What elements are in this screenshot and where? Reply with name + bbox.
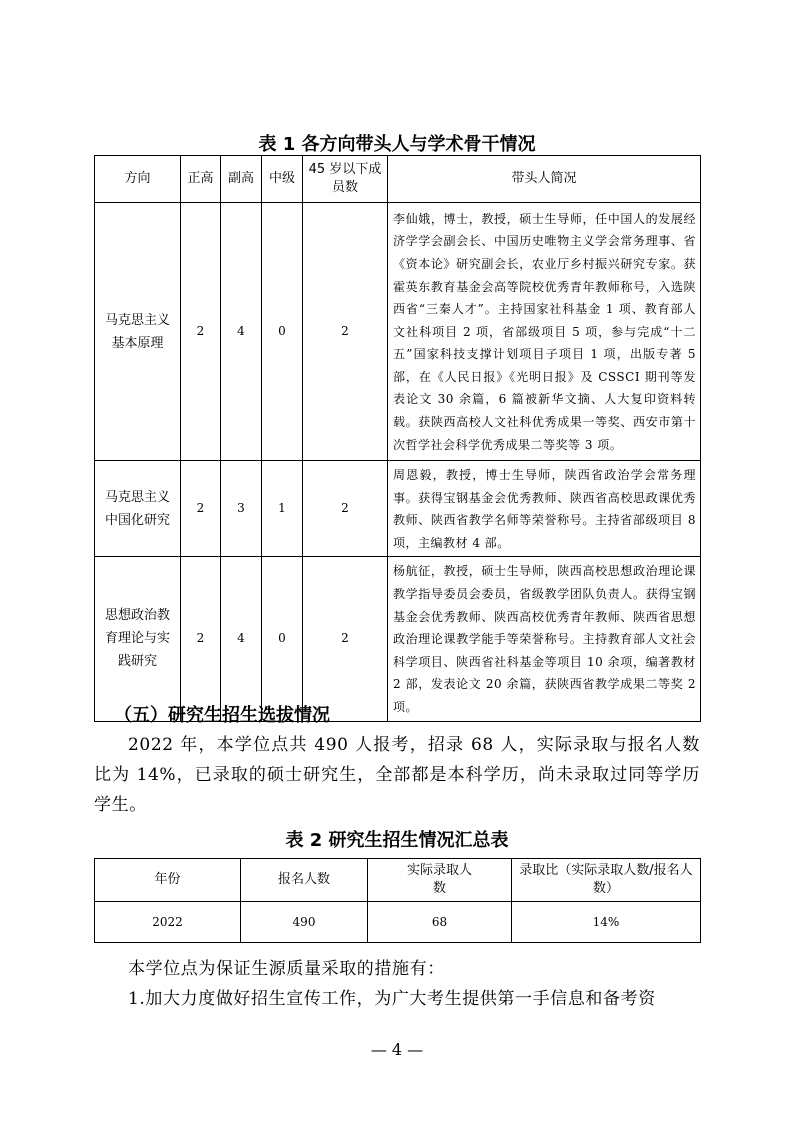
table-row — [95, 461, 701, 557]
under45-cell: 2 — [303, 557, 388, 721]
applicants-cell: 490 — [241, 902, 368, 943]
header-intermediate: 中级 — [262, 156, 303, 203]
ratio-cell: 14% — [512, 902, 701, 943]
direction-cell: 思想政治教育理论与实践研究 — [95, 557, 181, 721]
measure-item-1: 1.加大力度做好招生宣传工作，为广大考生提供第一手信息和备考资 — [128, 989, 656, 1009]
senior-cell: 2 — [181, 203, 221, 461]
year-cell: 2022 — [95, 902, 241, 943]
direction-cell: 马克思主义基本原理 — [95, 203, 181, 461]
admission-paragraph: 2022 年，本学位点共 490 人报考，招录 68 人，实际录取与报名人数比为 14%，已录取的硕士研究生，全部都是本科学历，尚未录取过同等学历学生。 — [94, 735, 700, 815]
table2-header-row — [95, 859, 701, 902]
header-ratio: 录取比（实际录取人数/报名人数） — [512, 859, 701, 902]
intermediate-cell: 0 — [262, 203, 303, 461]
admission-summary-table — [94, 858, 701, 943]
associate-cell: 4 — [221, 557, 262, 721]
associate-cell: 4 — [221, 203, 262, 461]
table-row — [95, 203, 701, 461]
senior-cell: 2 — [181, 461, 221, 557]
header-under45: 45 岁以下成员数 — [303, 156, 388, 203]
measures-intro: 本学位点为保证生源质量采取的措施有： — [128, 959, 445, 979]
header-year: 年份 — [95, 859, 241, 902]
header-applicants: 报名人数 — [241, 859, 368, 902]
admitted-cell: 68 — [368, 902, 512, 943]
intermediate-cell: 1 — [262, 461, 303, 557]
header-admitted: 实际录取人数 — [368, 859, 512, 902]
under45-cell: 2 — [303, 203, 388, 461]
intermediate-cell: 0 — [262, 557, 303, 721]
page-number: — 4 — — [370, 1040, 424, 1059]
leader-bio-cell: 杨航征，教授，硕士生导师，陕西高校思想政治理论课教学指导委员会委员，省级教学团队负责人。获得宝钢基金会优秀教师、陕西高校优秀青年教师、陕西省思想政治理论课教学能手等荣誉称号。主持教育部人文社会科学项目、陕西省社科基金等项目 10 余项，编著教材 2 部，发表论文 20 余篇，获陕西省教学成果二等奖 2 项。 — [388, 557, 701, 721]
table2-title: 表 2 研究生招生情况汇总表 — [285, 830, 509, 851]
table1-title: 表 1 各方向带头人与学术骨干情况 — [258, 134, 536, 155]
header-associate: 副高 — [221, 156, 262, 203]
header-senior: 正高 — [181, 156, 221, 203]
associate-cell: 3 — [221, 461, 262, 557]
senior-cell: 2 — [181, 557, 221, 721]
table1-header-row — [95, 156, 701, 203]
direction-cell: 马克思主义中国化研究 — [95, 461, 181, 557]
header-bio: 带头人简况 — [388, 156, 701, 203]
leader-bio-cell: 李仙娥，博士，教授，硕士生导师，任中国人的发展经济学学会副会长、中国历史唯物主义学会常务理事、省《资本论》研究副会长，农业厅乡村振兴研究专家。获霍英东教育基金会高等院校优秀青年教师称号，入选陕西省“三秦人才”。主持国家社科基金 1 项、教育部人文社科项目 2 项，省部级项目 5 项，参与完成“十二五”国家科技支撑计划项目子项目 1 项，出版专著 5 部，在《人民日报》《光明日报》及 CSSCI 期刊等发表论文 30 余篇，6 篇被新华文摘、人大复印资料转载。获陕西高校人文社科优秀成果一等奖、西安市第十次哲学社会科学优秀成果二等奖等 3 项。 — [388, 203, 701, 461]
leader-bio-cell: 周恩毅，教授，博士生导师，陕西省政治学会常务理事。获得宝钢基金会优秀教师、陕西省高校思政课优秀教师、陕西省教学名师等荣誉称号。主持省部级项目 8 项，主编教材 4 部。 — [388, 461, 701, 557]
table-row — [95, 902, 701, 943]
table-row — [95, 557, 701, 721]
section-heading: （五）研究生招生选拔情况 — [114, 705, 330, 726]
header-direction: 方向 — [95, 156, 181, 203]
leaders-table — [94, 155, 701, 722]
under45-cell: 2 — [303, 461, 388, 557]
